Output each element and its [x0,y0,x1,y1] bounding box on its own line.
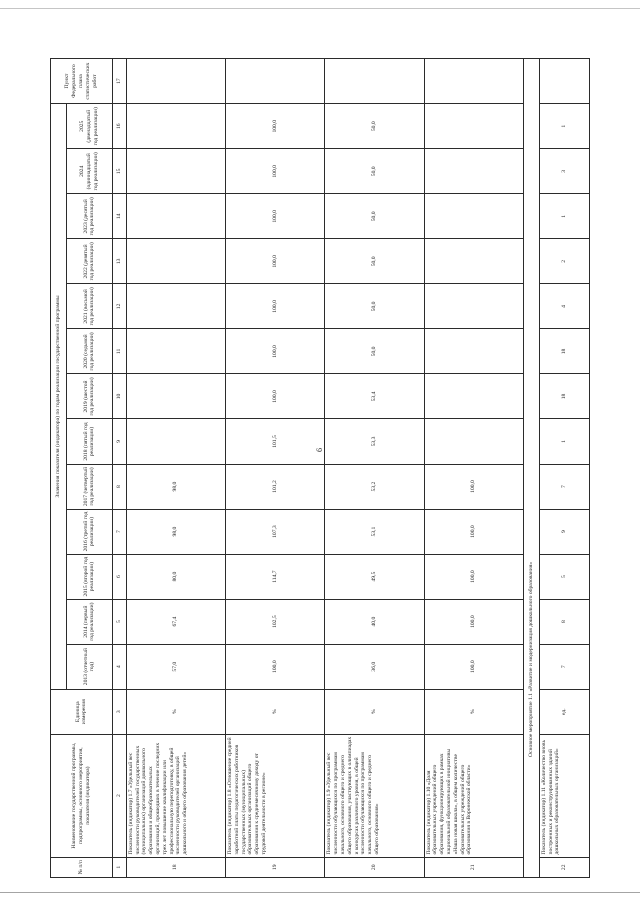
header-year: 2015 (второй год реализации) [67,554,113,599]
unit-cell: ед. [539,689,589,734]
unit-cell: % [126,689,225,734]
header-year: 2019 (шестой год реализации) [67,374,113,419]
row-number: 19 [226,857,325,877]
value-cell: 1 [539,194,589,239]
indicator-name: Показатель (индикатор) 1.10 «Доля образовательных учреждений общего образования, функционирующих в рамках национальной образовательной инициативы «Наша новая школа», в общем количестве образовательных учреждений общего образования в Воронежской области» [424,734,523,857]
table-row [325,59,424,878]
value-cell: 40,0 [325,599,424,644]
value-cell: 98,0 [126,509,225,554]
value-cell: 100,0 [424,599,523,644]
value-cell: 102,5 [226,599,325,644]
value-cell [424,239,523,284]
value-cell: 57,0 [126,644,225,689]
value-cell [126,239,225,284]
value-cell: 18 [539,329,589,374]
column-number: 2 [112,734,126,857]
row-number: 22 [539,857,589,877]
header-year: 2023 (десятый год реализации) [67,194,113,239]
value-cell: 5 [539,554,589,599]
value-cell: 7 [539,644,589,689]
value-cell: 50,0 [325,284,424,329]
value-cell: 53,3 [325,419,424,464]
source-cell [539,59,589,104]
value-cell: 4 [539,284,589,329]
indicator-name: Показатель (индикатор) 1.11 «Количество вновь построенных и реконструированных зданий дошкольных образовательных организаций» [539,734,589,857]
value-cell [126,284,225,329]
column-number: 6 [112,554,126,599]
value-cell: 100,0 [226,329,325,374]
value-cell: 100,0 [226,644,325,689]
column-number: 17 [112,59,126,104]
column-number: 13 [112,239,126,284]
row-number: 18 [126,857,225,877]
column-number: 16 [112,104,126,149]
value-cell: 100,0 [226,104,325,149]
column-number: 8 [112,464,126,509]
header-year: 2017 (четвертый год реализации) [67,464,113,509]
source-cell [126,59,225,104]
unit-cell: % [226,689,325,734]
source-cell [325,59,424,104]
value-cell [126,374,225,419]
header-year: 2013 (отчетный год) [67,644,113,689]
column-number: 5 [112,599,126,644]
value-cell: 18 [539,374,589,419]
scan-edge-top [0,8,640,9]
header-year: 2014 (первый год реализации) [67,599,113,644]
value-cell: 3 [539,149,589,194]
value-cell: 50,0 [325,329,424,374]
value-cell: 100,0 [424,644,523,689]
value-cell [424,419,523,464]
value-cell: 50,0 [325,149,424,194]
table-row [539,59,589,878]
value-cell: 53,4 [325,374,424,419]
header-year: 2021 (восьмой год реализации) [67,284,113,329]
value-cell [424,329,523,374]
value-cell: 101,5 [226,419,325,464]
section-subheading: Основное мероприятие 1.1 «Развитие и модернизация дошкольного образования» [523,59,539,878]
value-cell: 8 [539,599,589,644]
value-cell: 100,0 [424,554,523,599]
value-cell: 7 [539,464,589,509]
column-number: 15 [112,149,126,194]
value-cell: 98,0 [126,464,225,509]
column-number: 9 [112,419,126,464]
column-number: 7 [112,509,126,554]
value-cell: 1 [539,104,589,149]
column-number: 10 [112,374,126,419]
value-cell: 2 [539,239,589,284]
value-cell: 50,0 [325,239,424,284]
indicator-name: Показатель (индикатор) 1.7 «Удельный вес численности руководителей государственных (муниципальных) организаций дошкольного образования и общеобразовательных организаций, прошедших в течение последних трех лет повышение квалификации или профессиональную переподготовку, в общей численности руководителей организаций дошкольного и общего образования детей» [126,734,225,857]
value-cell: 1 [539,419,589,464]
table-row [424,59,523,878]
section-subheading-row [523,59,539,878]
value-cell [424,284,523,329]
unit-cell: % [424,689,523,734]
value-cell [424,374,523,419]
value-cell: 36,0 [325,644,424,689]
value-cell: 53,1 [325,509,424,554]
value-cell: 100,0 [226,239,325,284]
value-cell: 100,0 [226,149,325,194]
value-cell [424,104,523,149]
value-cell: 100,0 [424,464,523,509]
value-cell: 80,0 [126,554,225,599]
header-year: 2024 (одиннадцатый год реализации) [67,149,113,194]
value-cell: 50,0 [325,194,424,239]
source-cell [424,59,523,104]
column-number: 12 [112,284,126,329]
header-unit: Единица измерения [51,689,113,734]
column-number: 1 [112,857,126,877]
header-year: 2020 (седьмой год реализации) [67,329,113,374]
table-row [226,59,325,878]
rotated-table-frame [50,58,590,878]
indicators-table [50,58,590,878]
source-cell [226,59,325,104]
unit-cell: % [325,689,424,734]
value-cell [424,194,523,239]
value-cell [126,104,225,149]
value-cell: 107,3 [226,509,325,554]
value-cell: 101,2 [226,464,325,509]
column-number: 4 [112,644,126,689]
value-cell: 100,0 [226,374,325,419]
value-cell [126,194,225,239]
header-no: № п/п [51,857,113,877]
page-number: 6 [315,448,324,452]
value-cell: 49,5 [325,554,424,599]
value-cell [126,329,225,374]
column-number: 14 [112,194,126,239]
header-source: Пункт Федерального плана статистических работ [51,59,113,104]
table-row [126,59,225,878]
header-year: 2016 (третий год реализации) [67,509,113,554]
header-year: 2022 (девятый год реализации) [67,239,113,284]
header-group: Значения показателя (индикатора) по годам реализации государственной программы [51,104,67,690]
value-cell: 53,2 [325,464,424,509]
column-number: 3 [112,689,126,734]
value-cell [126,149,225,194]
value-cell [424,149,523,194]
column-number: 11 [112,329,126,374]
header-year: 2018 (пятый год реализации) [67,419,113,464]
indicator-name: Показатель (индикатор) 1.9 «Удельный вес численности обучающихся по программам начального, основного общего и среднего общего образования, участвующих в олимпиадах и конкурсах различного уровня, в общей численности обучающихся по программам начального, основного общего и среднего общего образования» [325,734,424,857]
row-number: 21 [424,857,523,877]
value-cell: 100,0 [226,194,325,239]
value-cell [126,419,225,464]
row-number: 20 [325,857,424,877]
value-cell: 9 [539,509,589,554]
value-cell: 100,0 [226,284,325,329]
value-cell: 114,7 [226,554,325,599]
value-cell: 50,0 [325,104,424,149]
header-name: Наименование государственной программы, подпрограммы, основного мероприятия, показателя (индикатора) [51,734,113,857]
scan-edge-bottom [0,892,640,893]
value-cell: 100,0 [424,509,523,554]
indicator-name: Показатель (индикатор) 1.8 «Отношение средней заработной платы педагогических работников государственных (муниципальных) образовательных организаций общего образования к среднемесячному доходу от трудовой деятельности в регионе» [226,734,325,857]
value-cell: 67,4 [126,599,225,644]
header-year: 2025 (двенадцатый год реализации) [67,104,113,149]
